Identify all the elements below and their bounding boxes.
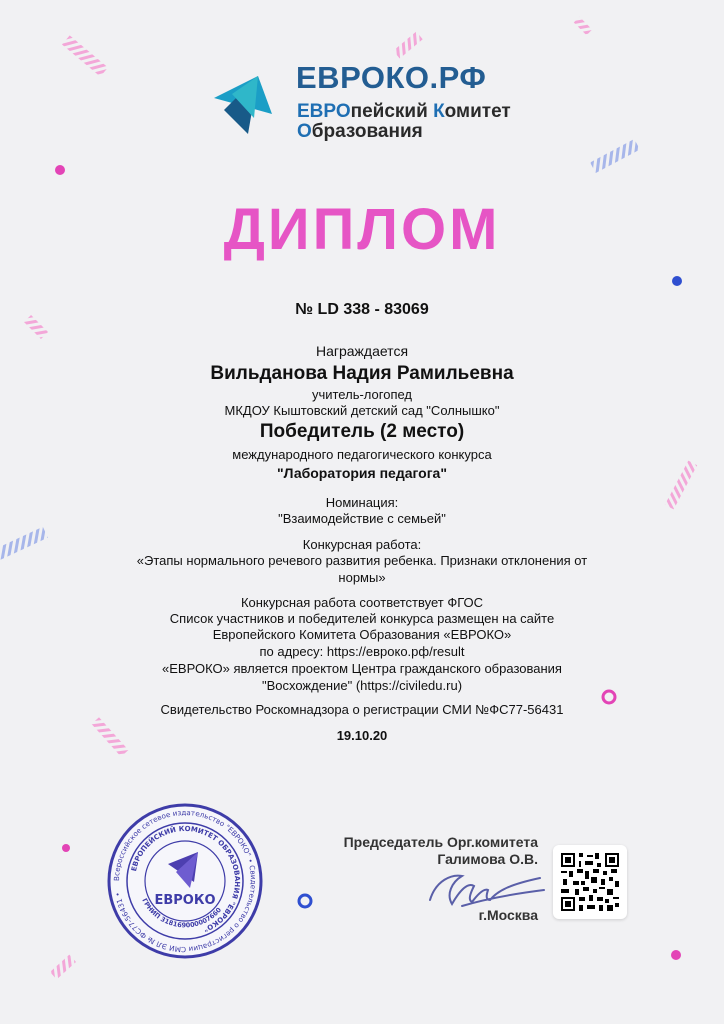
- brand-name: ЕВРОКО.РФ: [296, 60, 487, 95]
- brand-tagline-part: пейский: [350, 101, 434, 122]
- nomination-value: "Взаимодействие с семьей": [278, 511, 446, 526]
- info-line: Конкурсная работа соответствует ФГОС: [240, 595, 484, 610]
- dot-pink-3: [62, 844, 70, 852]
- confetti-pink-bottom-left: [50, 955, 76, 980]
- awarded-label: Награждается: [315, 343, 409, 359]
- contest-name: "Лаборатория педагога": [277, 465, 447, 481]
- signatory-name: Галимова О.В.: [437, 851, 538, 867]
- work-label: Конкурсная работа:: [302, 537, 422, 552]
- dot-pink-1: [55, 165, 65, 175]
- seal-inner-text: ЕВРОПЕЙСКИЙ КОМИТЕТ ОБРАЗОВАНИЯ "ЕВРОКО": [129, 824, 242, 934]
- brand-tagline-line2: [297, 121, 423, 143]
- brand-tagline-part: К: [433, 101, 445, 122]
- info-line: по адресу: https://евроко.рф/result: [259, 644, 465, 659]
- seal-center-text: ЕВРОКО: [154, 893, 216, 908]
- confetti-pink-right: [665, 461, 697, 510]
- work-title-line2: нормы»: [338, 570, 386, 585]
- recipient-position: учитель-логопед: [311, 387, 413, 402]
- recipient-organization: МКДОУ Кыштовский детский сад "Солнышко": [224, 403, 500, 418]
- info-line: Европейского Комитета Образования «ЕВРОКО»: [212, 627, 512, 642]
- brand-tagline-line1: [297, 101, 511, 123]
- dot-blue-1: [672, 276, 682, 286]
- signatory-title: Председатель Орг.комитета: [343, 834, 538, 850]
- confetti-pink-top-right: [574, 17, 592, 35]
- brand-tagline-part: О: [297, 121, 312, 142]
- brand-tagline-part: ЕВРО: [297, 101, 351, 122]
- contest-type: международного педагогического конкурса: [232, 447, 492, 462]
- seal-outer-text: Всероссийское сетевое издательство "ЕВРОКО" • Свидетельство о регистрации СМИ ЭЛ № ФС77-56431 •: [111, 807, 259, 955]
- dot-blue-2: [299, 895, 311, 907]
- issue-date: 19.10.20: [336, 728, 388, 743]
- info-line: Список участников и победителей конкурса размещен на сайте: [169, 611, 555, 626]
- confetti-blue-right: [590, 139, 640, 173]
- confetti-pink-top-left: [62, 35, 108, 76]
- qr-code-box[interactable]: [553, 845, 627, 919]
- confetti-pink-left: [24, 315, 48, 339]
- confetti-pink-top: [393, 32, 422, 59]
- dot-pink-4: [671, 950, 681, 960]
- seal-bottom-text: ГРНИП 318169000007660: [140, 897, 224, 930]
- diploma-number: № LD 338 - 83069: [295, 301, 429, 318]
- nomination-label: Номинация:: [325, 495, 399, 510]
- info-line: "Восхождение" (https://civiledu.ru): [261, 678, 463, 693]
- brand-tagline-part: бразования: [311, 121, 423, 142]
- euroko-logo-icon: [212, 70, 282, 140]
- recipient-name: Вильданова Надия Рамильевна: [210, 363, 514, 384]
- brand-tagline-part: омитет: [444, 101, 511, 122]
- media-registration: Свидетельство Роскомнадзора о регистрации СМИ №ФС77-56431: [160, 702, 564, 717]
- qr-code-icon: [561, 853, 619, 911]
- info-line: «ЕВРОКО» является проектом Центра гражданского образования: [162, 661, 562, 676]
- stamp-seal-icon: [106, 802, 264, 960]
- award-result: Победитель (2 место): [259, 421, 465, 442]
- confetti-blue-left: [0, 527, 48, 562]
- diploma-title: ДИПЛОМ: [223, 197, 501, 262]
- signatory-city: г.Москва: [478, 907, 538, 923]
- work-title-line1: «Этапы нормального речевого развития ребенка. Признаки отклонения от: [136, 553, 588, 568]
